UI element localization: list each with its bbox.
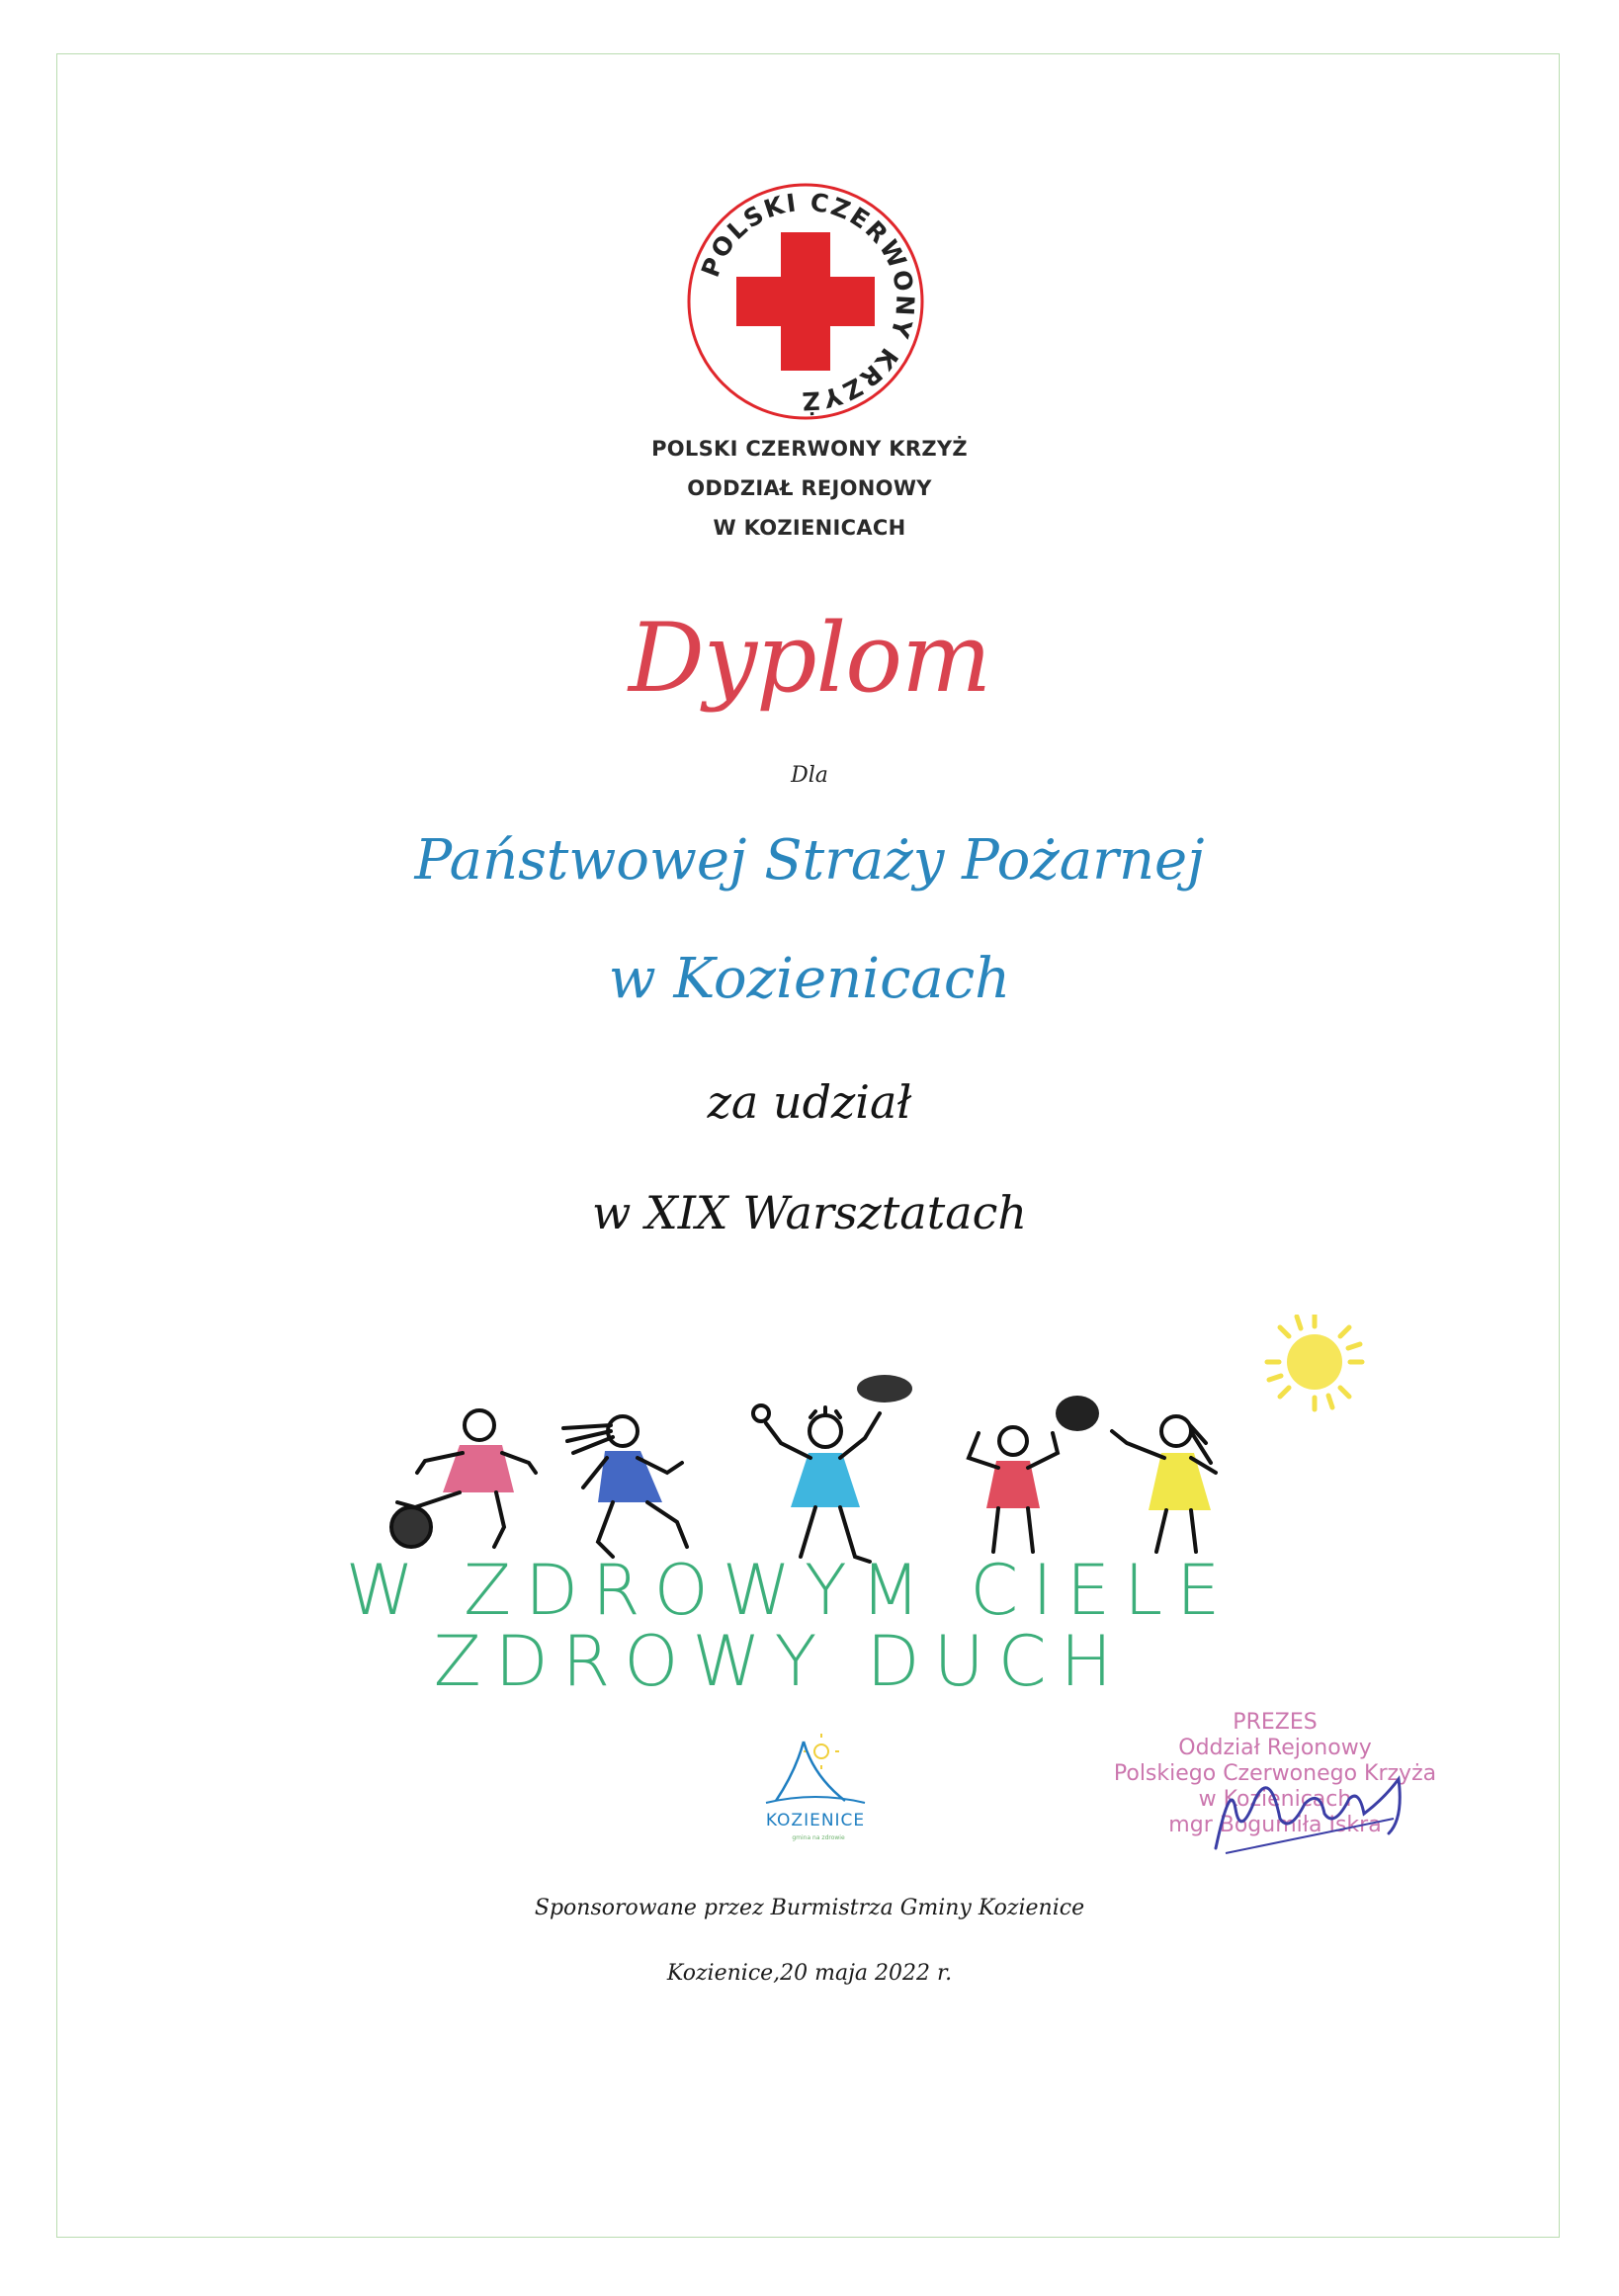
- child-figure-2: [563, 1416, 687, 1557]
- kozienice-logo-tagline: gmina na zdrowie: [792, 1834, 845, 1841]
- recipient-line-2: w Kozienicach: [608, 947, 1011, 1011]
- red-cross-icon: [736, 232, 875, 371]
- logo-ring-text: POLSKI CZERWONY KRZYŻ: [695, 187, 920, 416]
- child-figure-1: [391, 1410, 536, 1547]
- stamp-line-2: Oddział Rejonowy: [1178, 1736, 1372, 1760]
- stamp-line-5: mgr Bogumiła Iskra: [1168, 1813, 1382, 1837]
- child-figure-3: [753, 1375, 912, 1562]
- for-label: Dla: [791, 763, 828, 788]
- diploma-title: Dyplom: [628, 603, 991, 714]
- date-text: Kozienice,20 maja 2022 r.: [666, 1961, 953, 1986]
- child-figure-5: [1112, 1416, 1216, 1552]
- org-line-3: W KOZIENICACH: [713, 516, 906, 540]
- stamp-line-1: PREZES: [1233, 1710, 1318, 1735]
- org-line-2: ODDZIAŁ REJONOWY: [687, 476, 932, 500]
- children-illustration: [326, 1315, 1413, 1581]
- stamp-line-3: Polskiego Czerwonego Krzyża: [1113, 1761, 1437, 1786]
- sun-icon: [1267, 1315, 1362, 1409]
- reason-line-1: za udział: [707, 1075, 912, 1129]
- sponsor-text: Sponsorowane przez Burmistrza Gminy Kozienice: [534, 1896, 1085, 1920]
- recipient-line-1: Państwowej Straży Pożarnej: [414, 828, 1205, 893]
- kozienice-logo: [756, 1732, 875, 1816]
- reason-line-2: w XIX Warsztatach: [591, 1186, 1028, 1239]
- red-cross-logo: [682, 178, 929, 425]
- stamp-line-4: w Kozienicach: [1198, 1787, 1352, 1812]
- child-figure-4: [969, 1396, 1099, 1552]
- kozienice-logo-text: KOZIENICE: [765, 1811, 866, 1830]
- org-line-1: POLSKI CZERWONY KRZYŻ: [651, 437, 968, 461]
- handwritten-signature: [1196, 1759, 1423, 1868]
- slogan-line-1: W ZDROWYM CIELE: [345, 1550, 1235, 1631]
- slogan-line-2: ZDROWY DUCH: [433, 1621, 1127, 1702]
